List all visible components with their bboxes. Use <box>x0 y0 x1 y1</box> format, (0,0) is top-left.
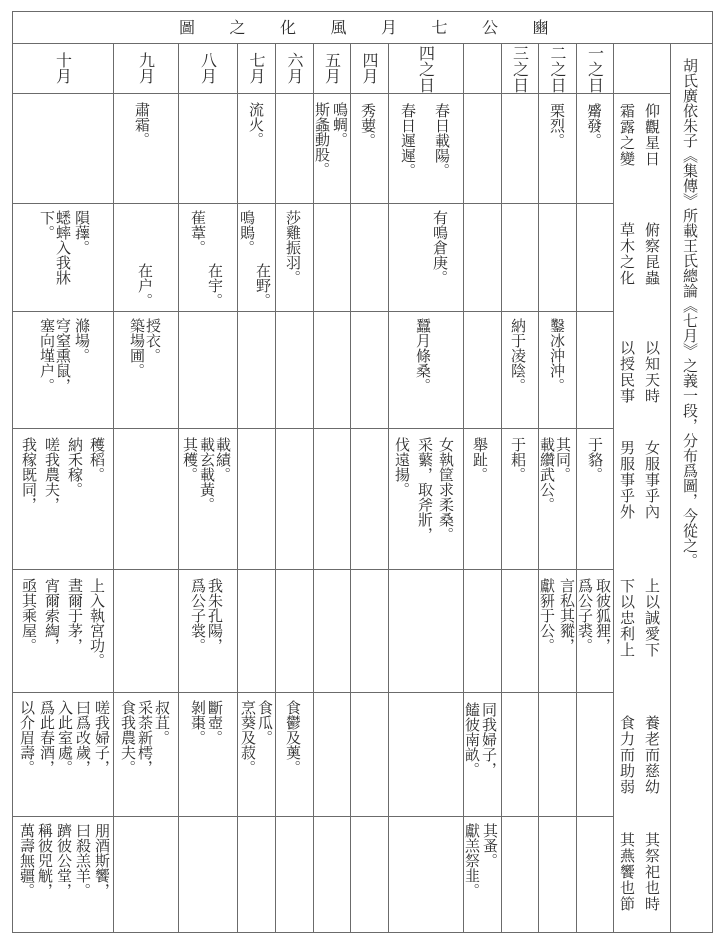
cell-r5-may <box>314 570 350 692</box>
column-label: 四月 <box>360 52 379 84</box>
cell-r4-apr <box>351 429 388 569</box>
verse-line: 築場圃。 <box>128 318 146 378</box>
header-oct <box>13 44 113 93</box>
verse-line: 取彼狐狸， <box>594 578 612 653</box>
cell-r5-d1 <box>577 570 613 692</box>
category-label: 仰觀星日 <box>643 103 661 167</box>
cell-r5-apr <box>351 570 388 692</box>
category-label: 其燕饗也節 <box>618 832 636 912</box>
verse-line: 肅霜。 <box>133 102 151 147</box>
verse-line: 鳴鵙。 <box>238 210 256 255</box>
verse-line: 蟋蟀入我牀 <box>54 210 72 285</box>
cell-r3-oct <box>13 312 113 428</box>
verse-line: 剝棗。 <box>189 700 207 745</box>
verse-line: 載纘武公。 <box>538 437 556 512</box>
verse-line: 烹葵及菽。 <box>239 700 257 775</box>
cell-r6-d3 <box>502 693 538 816</box>
cell-r4-jul <box>238 429 275 569</box>
verse-line: 舉趾。 <box>471 437 489 482</box>
verse-line: 穫稻。 <box>88 437 106 482</box>
verse-line: 爲此春酒， <box>38 700 56 775</box>
verse-line: 春日遲遲。 <box>399 103 417 178</box>
cell-r1-d1 <box>577 94 613 203</box>
cell-r3-d1 <box>577 312 613 428</box>
cell-r7-jun <box>276 817 313 932</box>
cell-r1-d4 <box>389 94 463 203</box>
cell-r1-d2 <box>539 94 576 203</box>
verse-line: 其穫。 <box>181 437 199 482</box>
verse-line: 食我農夫。 <box>119 700 137 775</box>
cell-r7-d3 <box>502 817 538 932</box>
column-label: 一之日 <box>585 45 605 93</box>
verse-line: 獻羔祭韭。 <box>463 823 481 898</box>
cell-r6-aug <box>179 693 237 816</box>
cell-r5-blank <box>464 570 501 692</box>
editor-note <box>671 44 712 932</box>
verse-line: 在户。 <box>136 263 154 308</box>
verse-line: 授衣。 <box>144 318 162 363</box>
verse-line: 言私其豵， <box>558 578 576 653</box>
column-label: 十月 <box>53 52 73 84</box>
verse-line: 隕蘀。 <box>73 210 91 255</box>
cell-r1-sep <box>114 94 178 203</box>
category-label: 養老而慈幼 <box>643 715 661 795</box>
verse-line: 下。 <box>38 210 56 240</box>
cell-r6-oct <box>13 693 113 816</box>
header-d2 <box>539 44 576 93</box>
cell-r4-d3 <box>502 429 538 569</box>
cell-r1-oct <box>13 94 113 203</box>
cell-r2-d2 <box>539 204 576 311</box>
cell-r5-sep <box>114 570 178 692</box>
cell-r4-d1 <box>577 429 613 569</box>
category-label: 上以誠愛下 <box>643 578 661 658</box>
cell-r6-d1 <box>577 693 613 816</box>
cell-r7-d1 <box>577 817 613 932</box>
cell-r4-may <box>314 429 350 569</box>
almanac-table <box>12 11 713 933</box>
cell-r3-blank <box>464 312 501 428</box>
column-label: 七月 <box>247 52 266 84</box>
verse-line: 以介眉壽。 <box>18 700 36 775</box>
verse-line: 曰爲改歲， <box>74 700 92 775</box>
verse-line: 叔苴。 <box>153 700 171 745</box>
verse-line: 蠶月條桑。 <box>414 318 432 393</box>
cell-r1-may <box>314 94 350 203</box>
verse-line: 嗟我婦子， <box>93 700 111 775</box>
verse-line: 同我婦子， <box>480 702 498 777</box>
cell-r2-jul <box>238 204 275 311</box>
verse-line: 于耜。 <box>509 437 527 482</box>
verse-line: 嗟我農夫， <box>43 437 61 512</box>
header-sep <box>114 44 178 93</box>
category-label: 草木之化 <box>618 222 636 286</box>
column-label: 八月 <box>198 52 218 84</box>
verse-line: 有鳴倉庚。 <box>431 210 449 285</box>
category-column <box>614 94 670 932</box>
verse-line: 朋酒斯饗， <box>93 823 111 898</box>
verse-line: 塞向墐户。 <box>38 318 56 393</box>
title-cell <box>13 12 712 43</box>
verse-line: 采蘩，取斧斨， <box>416 437 434 542</box>
cell-r3-d2 <box>539 312 576 428</box>
verse-line: 食瓜。 <box>256 700 274 745</box>
cell-r7-blank <box>464 817 501 932</box>
verse-line: 載玄載黃。 <box>198 437 216 512</box>
cell-r6-jul <box>238 693 275 816</box>
header-jul <box>238 44 275 93</box>
cell-r5-d3 <box>502 570 538 692</box>
cell-r7-d4 <box>389 817 463 932</box>
verse-line: 萬壽無疆。 <box>18 823 36 898</box>
cell-r4-d4 <box>389 429 463 569</box>
verse-line: 流火。 <box>247 102 265 147</box>
cell-r3-d3 <box>502 312 538 428</box>
verse-line: 萑葦。 <box>189 210 207 255</box>
category-label: 以授民事 <box>618 340 636 404</box>
cell-r1-aug <box>179 94 237 203</box>
cell-r3-may <box>314 312 350 428</box>
cell-r1-jun <box>276 94 313 203</box>
verse-line: 食鬱及薁。 <box>284 700 302 775</box>
verse-line: 納禾稼。 <box>66 437 84 497</box>
verse-line: 伐遠揚。 <box>393 437 411 497</box>
column-label: 五月 <box>322 52 342 84</box>
cell-r7-d2 <box>539 817 576 932</box>
verse-line: 曰殺羔羊。 <box>74 823 92 898</box>
verse-line: 饁彼南畝。 <box>463 702 481 777</box>
cell-r3-jun <box>276 312 313 428</box>
verse-line: 上入執宮功。 <box>88 578 106 668</box>
cell-r7-aug <box>179 817 237 932</box>
cell-r7-apr <box>351 817 388 932</box>
verse-line: 入此室處。 <box>56 700 74 775</box>
verse-line: 鑿冰沖沖。 <box>548 318 566 393</box>
cell-r4-blank <box>464 429 501 569</box>
cell-r3-apr <box>351 312 388 428</box>
header-d1 <box>577 44 613 93</box>
header-may <box>314 44 350 93</box>
cell-r5-d4 <box>389 570 463 692</box>
category-label: 其祭祀也時 <box>643 832 661 912</box>
header-jun <box>276 44 313 93</box>
cell-r1-blank <box>464 94 501 203</box>
cell-r4-jun <box>276 429 313 569</box>
verse-line: 莎雞振羽。 <box>284 210 302 285</box>
cell-r3-aug <box>179 312 237 428</box>
verse-line: 穹窒熏鼠， <box>54 318 72 393</box>
category-label: 女服事乎內 <box>643 440 661 520</box>
cell-r5-jul <box>238 570 275 692</box>
cell-r4-aug <box>179 429 237 569</box>
column-label: 九月 <box>136 52 156 84</box>
cell-r5-d2 <box>539 570 576 692</box>
cell-r2-aug <box>179 204 237 311</box>
category-label: 俯察昆蟲 <box>643 222 661 286</box>
cell-r3-d4 <box>389 312 463 428</box>
cell-r1-jul <box>238 94 275 203</box>
header-apr <box>351 44 388 93</box>
verse-line: 鳴蜩。 <box>331 102 349 147</box>
cell-r2-d4 <box>389 204 463 311</box>
verse-line: 爲公子裘。 <box>576 578 594 653</box>
cell-r6-may <box>314 693 350 816</box>
cell-r1-apr <box>351 94 388 203</box>
cell-r3-sep <box>114 312 178 428</box>
cell-r7-may <box>314 817 350 932</box>
verse-line: 秀葽。 <box>359 103 377 148</box>
verse-line: 宵爾索綯， <box>43 578 61 653</box>
verse-line: 采荼新樗， <box>136 700 154 775</box>
verse-line: 在野。 <box>254 263 272 308</box>
cell-r2-may <box>314 204 350 311</box>
verse-line: 其蚤。 <box>481 823 499 868</box>
cell-r5-aug <box>179 570 237 692</box>
verse-line: 載績。 <box>214 437 232 482</box>
verse-line: 春日載陽。 <box>433 103 451 178</box>
cell-r5-jun <box>276 570 313 692</box>
cell-r3-jul <box>238 312 275 428</box>
cell-r2-apr <box>351 204 388 311</box>
verse-line: 躋彼公堂， <box>55 823 73 898</box>
category-label: 食力而助弱 <box>618 715 636 795</box>
verse-line: 斯螽動股。 <box>313 102 331 177</box>
column-label: 四之日 <box>416 45 436 93</box>
header-category <box>614 44 670 93</box>
cell-r2-jun <box>276 204 313 311</box>
verse-line: 觱發。 <box>585 103 603 148</box>
cell-r7-sep <box>114 817 178 932</box>
cell-r6-blank <box>464 693 501 816</box>
verse-line: 斷壺。 <box>206 700 224 745</box>
cell-r2-d1 <box>577 204 613 311</box>
cell-r2-blank <box>464 204 501 311</box>
verse-line: 我稼既同， <box>20 437 38 512</box>
verse-line: 在宇。 <box>206 263 224 308</box>
cell-r5-oct <box>13 570 113 692</box>
cell-r2-oct <box>13 204 113 311</box>
verse-line: 獻豜于公。 <box>538 578 556 653</box>
cell-r4-d2 <box>539 429 576 569</box>
category-label: 下以忠利上 <box>618 578 636 658</box>
header-d3 <box>502 44 538 93</box>
cell-r6-jun <box>276 693 313 816</box>
cell-r6-d2 <box>539 693 576 816</box>
cell-r6-d4 <box>389 693 463 816</box>
verse-line: 爲公子裳。 <box>189 578 207 653</box>
verse-line: 晝爾于茅， <box>66 578 84 653</box>
cell-r4-oct <box>13 429 113 569</box>
header-aug <box>179 44 237 93</box>
verse-line: 我朱孔陽， <box>206 578 224 653</box>
cell-r7-jul <box>238 817 275 932</box>
cell-r4-sep <box>114 429 178 569</box>
category-label: 霜露之變 <box>618 103 636 167</box>
cell-r2-sep <box>114 204 178 311</box>
column-label: 三之日 <box>510 45 530 93</box>
cell-r6-sep <box>114 693 178 816</box>
column-label: 六月 <box>285 52 304 84</box>
cell-r6-apr <box>351 693 388 816</box>
cell-r2-d3 <box>502 204 538 311</box>
verse-line: 納于凌陰。 <box>509 318 527 393</box>
verse-line: 其同。 <box>554 437 572 482</box>
cell-r7-oct <box>13 817 113 932</box>
header-d4 <box>389 44 463 93</box>
verse-line: 稱彼兕觥， <box>36 823 54 898</box>
verse-line: 滌場。 <box>73 318 91 363</box>
header-blank <box>464 44 501 93</box>
verse-line: 女執筐求柔桑。 <box>437 437 455 542</box>
page-title: 圖之化風月七公豳 <box>179 18 584 37</box>
note-text: 胡氏廣依朱子《集傳》所載王氏總論《七月》之義一段，分布爲圖，今從之。 <box>681 58 699 568</box>
cell-r1-d3 <box>502 94 538 203</box>
category-label: 男服事乎外 <box>618 440 636 520</box>
verse-line: 于貉。 <box>586 437 604 482</box>
verse-line: 栗烈。 <box>548 103 566 148</box>
category-label: 以知天時 <box>643 340 661 404</box>
verse-line: 亟其乘屋。 <box>20 578 38 653</box>
column-label: 二之日 <box>548 45 567 93</box>
